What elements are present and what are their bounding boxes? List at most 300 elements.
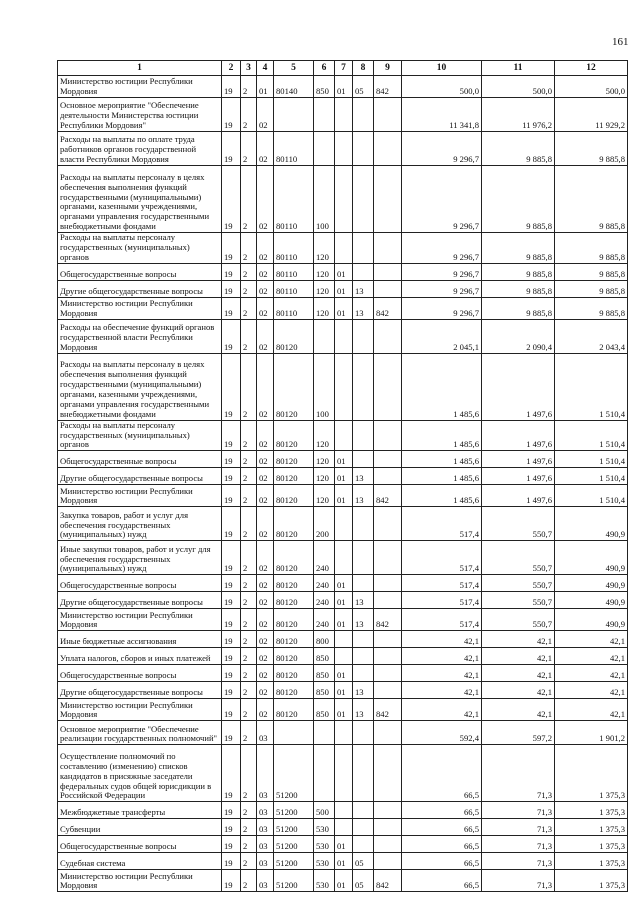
code-cell: 13 (353, 468, 374, 485)
code-cell: 80120 (274, 592, 314, 609)
code-cell: 01 (335, 609, 353, 631)
code-cell: 2 (241, 699, 257, 721)
code-cell: 240 (314, 592, 335, 609)
amount-cell: 592,4 (402, 721, 482, 745)
code-cell: 80120 (274, 648, 314, 665)
code-cell: 80120 (274, 631, 314, 648)
column-header: 1 (58, 61, 222, 76)
amount-cell: 597,2 (482, 721, 555, 745)
code-cell: 842 (374, 609, 402, 631)
code-cell: 02 (257, 665, 274, 682)
code-cell (374, 541, 402, 575)
code-cell (353, 166, 374, 233)
code-cell: 19 (222, 420, 241, 451)
code-cell: 240 (314, 609, 335, 631)
code-cell: 02 (257, 609, 274, 631)
code-cell: 530 (314, 853, 335, 870)
amount-cell: 66,5 (402, 745, 482, 802)
amount-cell: 9 885,8 (555, 297, 628, 319)
code-cell: 13 (353, 609, 374, 631)
code-cell: 02 (257, 575, 274, 592)
code-cell: 2 (241, 420, 257, 451)
code-cell: 19 (222, 836, 241, 853)
code-cell: 19 (222, 263, 241, 280)
code-cell: 80120 (274, 353, 314, 420)
code-cell: 80120 (274, 665, 314, 682)
amount-cell: 11 976,2 (482, 98, 555, 132)
code-cell: 2 (241, 575, 257, 592)
code-cell: 19 (222, 819, 241, 836)
amount-cell: 490,9 (555, 609, 628, 631)
amount-cell: 9 885,8 (482, 263, 555, 280)
code-cell: 850 (314, 76, 335, 98)
amount-cell: 1 510,4 (555, 468, 628, 485)
amount-cell: 2 090,4 (482, 319, 555, 353)
code-cell: 2 (241, 319, 257, 353)
code-cell: 19 (222, 166, 241, 233)
code-cell (374, 166, 402, 233)
code-cell: 850 (314, 665, 335, 682)
code-cell: 02 (257, 297, 274, 319)
code-cell (353, 541, 374, 575)
budget-table (57, 60, 628, 892)
code-cell: 842 (374, 297, 402, 319)
code-cell (314, 132, 335, 166)
row-name-cell: Министерство юстиции Республики Мордовия (58, 485, 222, 507)
amount-cell: 42,1 (482, 665, 555, 682)
code-cell: 01 (335, 836, 353, 853)
amount-cell: 500,0 (402, 76, 482, 98)
amount-cell: 550,7 (482, 541, 555, 575)
code-cell: 2 (241, 233, 257, 264)
code-cell: 01 (335, 451, 353, 468)
code-cell (335, 802, 353, 819)
amount-cell: 1 510,4 (555, 420, 628, 451)
amount-cell: 66,5 (402, 836, 482, 853)
code-cell: 19 (222, 451, 241, 468)
code-cell: 19 (222, 699, 241, 721)
code-cell: 19 (222, 485, 241, 507)
row-name-cell: Судебная система (58, 853, 222, 870)
code-cell: 02 (257, 631, 274, 648)
table-row (58, 682, 628, 699)
code-cell: 19 (222, 319, 241, 353)
code-cell: 19 (222, 665, 241, 682)
code-cell (353, 233, 374, 264)
code-cell: 02 (257, 319, 274, 353)
code-cell: 02 (257, 353, 274, 420)
code-cell: 80140 (274, 76, 314, 98)
code-cell: 19 (222, 468, 241, 485)
row-name-cell: Общегосударственные вопросы (58, 263, 222, 280)
code-cell: 02 (257, 699, 274, 721)
code-cell: 19 (222, 541, 241, 575)
code-cell: 03 (257, 836, 274, 853)
code-cell: 02 (257, 166, 274, 233)
amount-cell: 1 485,6 (402, 420, 482, 451)
code-cell: 19 (222, 297, 241, 319)
code-cell: 19 (222, 648, 241, 665)
amount-cell: 71,3 (482, 836, 555, 853)
column-header: 5 (274, 61, 314, 76)
code-cell (335, 648, 353, 665)
code-cell: 80120 (274, 575, 314, 592)
code-cell: 120 (314, 280, 335, 297)
code-cell (374, 745, 402, 802)
code-cell (374, 233, 402, 264)
row-name-cell: Основное мероприятие "Обеспечение реализации государственных полномочий" (58, 721, 222, 745)
column-header: 12 (555, 61, 628, 76)
code-cell (374, 98, 402, 132)
amount-cell: 71,3 (482, 802, 555, 819)
code-cell: 19 (222, 575, 241, 592)
amount-cell: 42,1 (402, 631, 482, 648)
code-cell (353, 507, 374, 541)
code-cell: 2 (241, 745, 257, 802)
code-cell (335, 541, 353, 575)
amount-cell: 1 375,3 (555, 870, 628, 892)
column-header: 9 (374, 61, 402, 76)
code-cell (374, 319, 402, 353)
code-cell: 80120 (274, 420, 314, 451)
code-cell (353, 836, 374, 853)
amount-cell: 71,3 (482, 819, 555, 836)
code-cell: 05 (353, 853, 374, 870)
row-name-cell: Общегосударственные вопросы (58, 575, 222, 592)
code-cell (353, 802, 374, 819)
code-cell: 80120 (274, 468, 314, 485)
amount-cell: 1 510,4 (555, 485, 628, 507)
amount-cell: 42,1 (402, 665, 482, 682)
code-cell: 240 (314, 541, 335, 575)
code-cell: 01 (335, 575, 353, 592)
code-cell: 200 (314, 507, 335, 541)
code-cell: 13 (353, 682, 374, 699)
code-cell: 13 (353, 297, 374, 319)
amount-cell: 1 485,6 (402, 353, 482, 420)
code-cell: 80110 (274, 280, 314, 297)
table-row (58, 745, 628, 802)
row-name-cell: Министерство юстиции Республики Мордовия (58, 870, 222, 892)
code-cell: 19 (222, 745, 241, 802)
code-cell: 2 (241, 263, 257, 280)
code-cell (374, 575, 402, 592)
amount-cell: 517,4 (402, 592, 482, 609)
code-cell: 01 (335, 280, 353, 297)
table-row (58, 853, 628, 870)
row-name-cell: Общегосударственные вопросы (58, 836, 222, 853)
code-cell: 02 (257, 507, 274, 541)
code-cell: 2 (241, 836, 257, 853)
code-cell: 120 (314, 420, 335, 451)
amount-cell: 550,7 (482, 609, 555, 631)
amount-cell: 42,1 (555, 648, 628, 665)
code-cell: 01 (335, 665, 353, 682)
code-cell: 01 (335, 592, 353, 609)
table-row (58, 507, 628, 541)
code-cell (374, 802, 402, 819)
page-number: 161 (612, 36, 629, 48)
row-name-cell: Расходы на выплаты персоналу в целях обеспечения выполнения функций государственными (муниципальными) органами, казенными учреждениями, органами управления государственными внебюджетными фондами (58, 353, 222, 420)
table-row (58, 468, 628, 485)
code-cell (335, 233, 353, 264)
column-header: 4 (257, 61, 274, 76)
amount-cell: 517,4 (402, 575, 482, 592)
code-cell: 2 (241, 682, 257, 699)
code-cell (353, 721, 374, 745)
code-cell: 02 (257, 682, 274, 699)
code-cell: 2 (241, 631, 257, 648)
code-cell (335, 507, 353, 541)
code-cell (374, 420, 402, 451)
code-cell (314, 319, 335, 353)
code-cell: 2 (241, 609, 257, 631)
amount-cell: 9 296,7 (402, 233, 482, 264)
code-cell: 530 (314, 819, 335, 836)
amount-cell: 1 375,3 (555, 819, 628, 836)
amount-cell: 11 341,8 (402, 98, 482, 132)
code-cell: 100 (314, 353, 335, 420)
row-name-cell: Основное мероприятие "Обеспечение деятельности Министерства юстиции Республики Мордовия" (58, 98, 222, 132)
code-cell: 850 (314, 648, 335, 665)
code-cell: 80120 (274, 609, 314, 631)
amount-cell: 1 485,6 (402, 451, 482, 468)
amount-cell: 1 510,4 (555, 451, 628, 468)
code-cell (374, 263, 402, 280)
code-cell: 19 (222, 592, 241, 609)
code-cell: 120 (314, 468, 335, 485)
row-name-cell: Другие общегосударственные вопросы (58, 280, 222, 297)
code-cell (353, 353, 374, 420)
amount-cell: 1 901,2 (555, 721, 628, 745)
amount-cell: 517,4 (402, 541, 482, 575)
code-cell (374, 836, 402, 853)
code-cell: 80110 (274, 263, 314, 280)
code-cell: 02 (257, 541, 274, 575)
code-cell: 120 (314, 233, 335, 264)
code-cell: 51200 (274, 836, 314, 853)
code-cell (335, 721, 353, 745)
code-cell (374, 819, 402, 836)
code-cell: 19 (222, 721, 241, 745)
code-cell (274, 98, 314, 132)
code-cell: 03 (257, 745, 274, 802)
code-cell: 2 (241, 648, 257, 665)
code-cell (335, 819, 353, 836)
row-name-cell: Осуществление полномочий по составлению (изменению) списков кандидатов в присяжные заседатели федеральных судов общей юрисдикции в Российской Федерации (58, 745, 222, 802)
code-cell: 2 (241, 802, 257, 819)
code-cell: 2 (241, 280, 257, 297)
code-cell: 19 (222, 233, 241, 264)
code-cell (335, 319, 353, 353)
code-cell: 01 (335, 853, 353, 870)
code-cell (374, 353, 402, 420)
column-header: 8 (353, 61, 374, 76)
amount-cell: 550,7 (482, 507, 555, 541)
code-cell: 03 (257, 819, 274, 836)
code-cell: 530 (314, 836, 335, 853)
code-cell (374, 631, 402, 648)
amount-cell: 9 296,7 (402, 263, 482, 280)
code-cell (314, 721, 335, 745)
amount-cell: 42,1 (402, 648, 482, 665)
table-row (58, 319, 628, 353)
amount-cell: 42,1 (482, 682, 555, 699)
code-cell: 02 (257, 592, 274, 609)
code-cell: 2 (241, 98, 257, 132)
code-cell: 2 (241, 451, 257, 468)
table-row (58, 451, 628, 468)
table-row (58, 98, 628, 132)
row-name-cell: Расходы на выплаты персоналу в целях обеспечения выполнения функций государственными (муниципальными) органами, казенными учреждениями, органами управления государственными внебюджетными фондами (58, 166, 222, 233)
code-cell (374, 721, 402, 745)
amount-cell: 9 296,7 (402, 297, 482, 319)
amount-cell: 1 375,3 (555, 745, 628, 802)
amount-cell: 9 885,8 (482, 297, 555, 319)
code-cell: 02 (257, 420, 274, 451)
code-cell (335, 745, 353, 802)
amount-cell: 9 885,8 (482, 132, 555, 166)
code-cell: 51200 (274, 745, 314, 802)
code-cell (335, 420, 353, 451)
row-name-cell: Расходы на выплаты персоналу государственных (муниципальных) органов (58, 233, 222, 264)
code-cell: 19 (222, 802, 241, 819)
code-cell: 2 (241, 853, 257, 870)
code-cell: 80120 (274, 485, 314, 507)
code-cell: 01 (335, 485, 353, 507)
code-cell: 80120 (274, 682, 314, 699)
table-row (58, 802, 628, 819)
amount-cell: 1 510,4 (555, 353, 628, 420)
code-cell (374, 665, 402, 682)
amount-cell: 9 885,8 (555, 280, 628, 297)
code-cell: 2 (241, 297, 257, 319)
code-cell: 01 (335, 263, 353, 280)
code-cell: 01 (335, 297, 353, 319)
column-header: 7 (335, 61, 353, 76)
amount-cell: 42,1 (482, 699, 555, 721)
code-cell: 120 (314, 485, 335, 507)
table-row (58, 541, 628, 575)
amount-cell: 1 485,6 (402, 468, 482, 485)
amount-cell: 66,5 (402, 870, 482, 892)
code-cell: 2 (241, 166, 257, 233)
amount-cell: 71,3 (482, 853, 555, 870)
code-cell: 51200 (274, 802, 314, 819)
code-cell: 2 (241, 819, 257, 836)
column-header: 10 (402, 61, 482, 76)
row-name-cell: Другие общегосударственные вопросы (58, 682, 222, 699)
code-cell (353, 819, 374, 836)
amount-cell: 490,9 (555, 507, 628, 541)
code-cell: 03 (257, 721, 274, 745)
table-row (58, 166, 628, 233)
code-cell: 01 (257, 76, 274, 98)
code-cell: 2 (241, 721, 257, 745)
amount-cell: 517,4 (402, 507, 482, 541)
code-cell: 02 (257, 468, 274, 485)
amount-cell: 42,1 (555, 631, 628, 648)
table-row (58, 353, 628, 420)
amount-cell: 550,7 (482, 592, 555, 609)
code-cell: 80110 (274, 233, 314, 264)
code-cell: 842 (374, 485, 402, 507)
code-cell: 01 (335, 682, 353, 699)
code-cell: 01 (335, 870, 353, 892)
table-row (58, 280, 628, 297)
table-row (58, 609, 628, 631)
row-name-cell: Другие общегосударственные вопросы (58, 592, 222, 609)
amount-cell: 66,5 (402, 853, 482, 870)
table-row (58, 836, 628, 853)
table-body (58, 76, 628, 892)
header-row (58, 61, 628, 76)
row-name-cell: Иные бюджетные ассигнования (58, 631, 222, 648)
row-name-cell: Уплата налогов, сборов и иных платежей (58, 648, 222, 665)
code-cell: 842 (374, 76, 402, 98)
code-cell: 2 (241, 485, 257, 507)
code-cell: 51200 (274, 853, 314, 870)
column-header: 6 (314, 61, 335, 76)
amount-cell: 490,9 (555, 575, 628, 592)
row-name-cell: Общегосударственные вопросы (58, 665, 222, 682)
amount-cell: 9 296,7 (402, 132, 482, 166)
code-cell (374, 592, 402, 609)
column-header: 3 (241, 61, 257, 76)
row-name-cell: Иные закупки товаров, работ и услуг для обеспечения государственных (муниципальных) нужд (58, 541, 222, 575)
code-cell: 842 (374, 870, 402, 892)
code-cell: 19 (222, 353, 241, 420)
code-cell: 01 (335, 468, 353, 485)
amount-cell: 2 045,1 (402, 319, 482, 353)
code-cell: 02 (257, 648, 274, 665)
code-cell: 530 (314, 870, 335, 892)
code-cell: 19 (222, 853, 241, 870)
code-cell: 80120 (274, 541, 314, 575)
table-row (58, 721, 628, 745)
amount-cell: 71,3 (482, 870, 555, 892)
code-cell: 02 (257, 451, 274, 468)
amount-cell: 9 296,7 (402, 166, 482, 233)
amount-cell: 9 885,8 (555, 263, 628, 280)
amount-cell: 500,0 (482, 76, 555, 98)
table-row (58, 870, 628, 892)
code-cell: 03 (257, 870, 274, 892)
code-cell: 2 (241, 468, 257, 485)
code-cell: 19 (222, 870, 241, 892)
amount-cell: 42,1 (555, 699, 628, 721)
code-cell (353, 420, 374, 451)
code-cell (374, 132, 402, 166)
code-cell: 2 (241, 870, 257, 892)
amount-cell: 9 885,8 (555, 166, 628, 233)
code-cell: 05 (353, 76, 374, 98)
code-cell (374, 280, 402, 297)
code-cell: 02 (257, 263, 274, 280)
amount-cell: 517,4 (402, 609, 482, 631)
code-cell (335, 98, 353, 132)
amount-cell: 490,9 (555, 592, 628, 609)
table-row (58, 297, 628, 319)
code-cell: 19 (222, 631, 241, 648)
table-row (58, 76, 628, 98)
table-row (58, 132, 628, 166)
amount-cell: 9 885,8 (555, 132, 628, 166)
row-name-cell: Общегосударственные вопросы (58, 451, 222, 468)
code-cell: 51200 (274, 819, 314, 836)
code-cell: 2 (241, 592, 257, 609)
code-cell (274, 721, 314, 745)
